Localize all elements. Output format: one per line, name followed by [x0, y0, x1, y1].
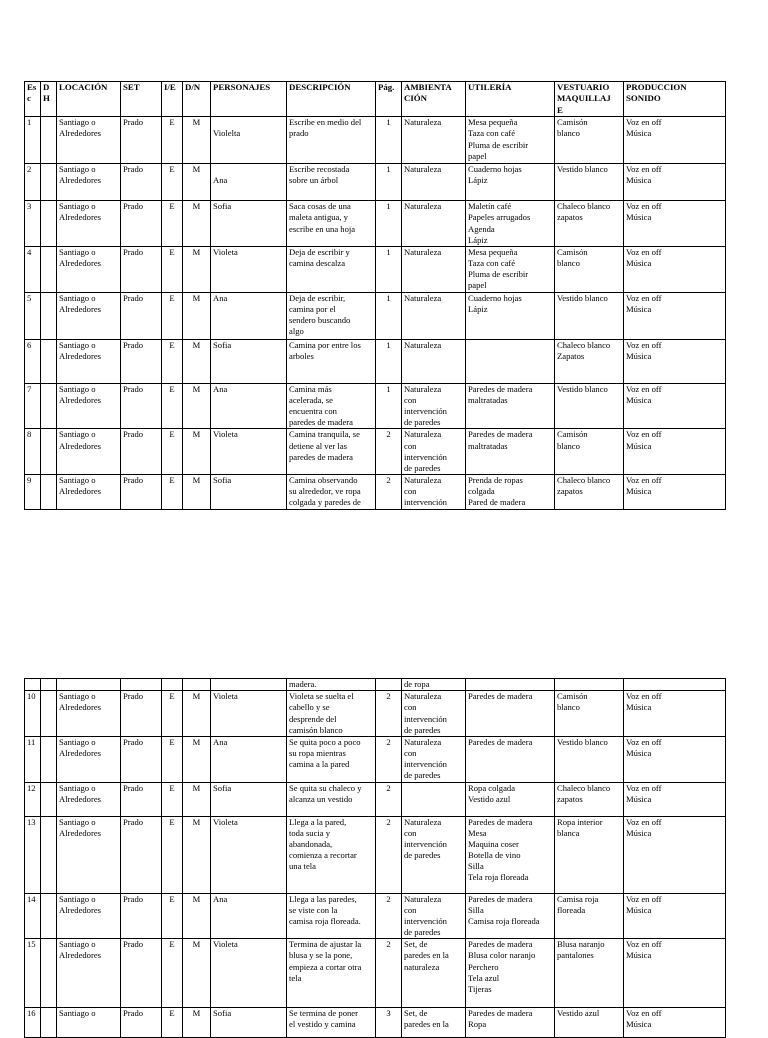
- cell-locacion: Santiago o Alrededores: [57, 117, 121, 164]
- cell-ambientacion: Naturaleza con intervención de paredes: [402, 691, 466, 737]
- cell-vestuario: Ropa interior blanca: [555, 816, 624, 893]
- cell-dh: [41, 475, 57, 510]
- cell-descripcion: Se termina de poner el vestido y camina: [287, 1008, 376, 1038]
- cell-vestuario: Chaleco blanco zapatos: [555, 201, 624, 247]
- cell-dn: M: [183, 893, 211, 939]
- cell-personajes: [211, 679, 287, 691]
- breakdown-table-page-2: [24, 678, 726, 1038]
- cell-vestuario: [555, 679, 624, 691]
- cell-ie: E: [162, 939, 183, 1008]
- table-row: [25, 429, 726, 475]
- cell-esc: [25, 679, 41, 691]
- cell-set: Prado: [121, 201, 162, 247]
- table-row: [25, 292, 726, 339]
- cell-descripcion: Escribe recostada sobre un árbol: [287, 164, 376, 201]
- cell-pag: 3: [376, 1008, 402, 1038]
- cell-locacion: Santiago o Alrededores: [57, 691, 121, 737]
- cell-set: Prado: [121, 816, 162, 893]
- table-row: [25, 736, 726, 782]
- cell-descripcion: Escribe en medio del prado: [287, 117, 376, 164]
- cell-locacion: Santiago o Alrededores: [57, 383, 121, 429]
- cell-ambientacion: Naturaleza: [402, 246, 466, 292]
- cell-utileria: Paredes de madera: [466, 691, 555, 737]
- cell-descripcion: Camina tranquila, se detiene al ver las paredes de madera: [287, 429, 376, 475]
- cell-esc: 11: [25, 736, 41, 782]
- cell-dn: M: [183, 429, 211, 475]
- cell-locacion: Santiago o Alrededores: [57, 782, 121, 816]
- cell-esc: 10: [25, 691, 41, 737]
- cell-dn: M: [183, 339, 211, 383]
- cell-produccion: Voz en off Música: [624, 475, 726, 510]
- cell-utileria: Prenda de ropas colgada Pared de madera: [466, 475, 555, 510]
- cell-ie: E: [162, 691, 183, 737]
- cell-dn: M: [183, 475, 211, 510]
- cell-produccion: Voz en off Música: [624, 429, 726, 475]
- cell-utileria: Maletín café Papeles arrugados Agenda Lápiz: [466, 201, 555, 247]
- cell-set: Prado: [121, 117, 162, 164]
- cell-dn: M: [183, 736, 211, 782]
- table-row: [25, 691, 726, 737]
- table-row: [25, 201, 726, 247]
- cell-dh: [41, 164, 57, 201]
- cell-set: Prado: [121, 429, 162, 475]
- cell-dn: M: [183, 383, 211, 429]
- header-produccion: PRODUCCION SONIDO: [624, 82, 726, 117]
- cell-produccion: [624, 679, 726, 691]
- cell-dn: M: [183, 939, 211, 1008]
- cell-ambientacion: de ropa: [402, 679, 466, 691]
- cell-ambientacion: Naturaleza: [402, 339, 466, 383]
- cell-esc: 5: [25, 292, 41, 339]
- cell-dh: [41, 691, 57, 737]
- cell-ie: E: [162, 1008, 183, 1038]
- cell-locacion: Santiago o Alrededores: [57, 292, 121, 339]
- cell-esc: 14: [25, 893, 41, 939]
- cell-descripcion: Llega a las paredes, se viste con la camisa roja floreada.: [287, 893, 376, 939]
- cell-produccion: Voz en off Música: [624, 339, 726, 383]
- cell-pag: [376, 679, 402, 691]
- cell-set: Prado: [121, 893, 162, 939]
- cell-pag: 1: [376, 117, 402, 164]
- cell-dn: M: [183, 117, 211, 164]
- cell-locacion: [57, 679, 121, 691]
- table-row: [25, 164, 726, 201]
- cell-ie: E: [162, 475, 183, 510]
- cell-locacion: Santiago o Alrededores: [57, 939, 121, 1008]
- table-row: [25, 782, 726, 816]
- cell-dh: [41, 679, 57, 691]
- cell-personajes: Violeta: [211, 691, 287, 737]
- cell-dh: [41, 117, 57, 164]
- header-row: [25, 82, 726, 117]
- cell-locacion: Santiago o Alrededores: [57, 246, 121, 292]
- cell-locacion: Santiago o: [57, 1008, 121, 1038]
- cell-ambientacion: Naturaleza con intervención de paredes: [402, 893, 466, 939]
- cell-ie: E: [162, 339, 183, 383]
- cell-produccion: Voz en off Música: [624, 691, 726, 737]
- cell-set: Prado: [121, 782, 162, 816]
- header-set: SET: [121, 82, 162, 117]
- cell-produccion: Voz en off Música: [624, 939, 726, 1008]
- cell-vestuario: Chaleco blanco zapatos: [555, 782, 624, 816]
- cell-produccion: Voz en off Música: [624, 117, 726, 164]
- cell-pag: 1: [376, 246, 402, 292]
- cell-ie: E: [162, 736, 183, 782]
- cell-dh: [41, 201, 57, 247]
- cell-esc: 16: [25, 1008, 41, 1038]
- cell-locacion: Santiago o Alrededores: [57, 475, 121, 510]
- cell-locacion: Santiago o Alrededores: [57, 201, 121, 247]
- cell-utileria: Cuaderno hojas Lápiz: [466, 292, 555, 339]
- table-row: [25, 893, 726, 939]
- cell-esc: 15: [25, 939, 41, 1008]
- cell-pag: 2: [376, 475, 402, 510]
- cell-ie: E: [162, 383, 183, 429]
- cell-esc: 8: [25, 429, 41, 475]
- cell-produccion: Voz en off Música: [624, 164, 726, 201]
- cell-personajes: Sofia: [211, 201, 287, 247]
- cell-set: Prado: [121, 939, 162, 1008]
- cell-descripcion: Deja de escribir, camina por el sendero buscando algo: [287, 292, 376, 339]
- cell-esc: 6: [25, 339, 41, 383]
- cell-descripcion: Camina más acelerada, se encuentra con paredes de madera: [287, 383, 376, 429]
- cell-utileria: Paredes de madera Mesa Maquina coser Botella de vino Silla Tela roja floreada: [466, 816, 555, 893]
- cell-dh: [41, 816, 57, 893]
- header-dn: D/N: [183, 82, 211, 117]
- table-row: [25, 339, 726, 383]
- cell-utileria: Ropa colgada Vestido azul: [466, 782, 555, 816]
- cell-set: Prado: [121, 736, 162, 782]
- cell-ambientacion: Naturaleza con intervención de paredes: [402, 429, 466, 475]
- table-row: [25, 816, 726, 893]
- header-descripcion: DESCRIPCIÓN: [287, 82, 376, 117]
- cell-utileria: Paredes de madera: [466, 736, 555, 782]
- cell-personajes: Ana: [211, 383, 287, 429]
- cell-personajes: Sofia: [211, 782, 287, 816]
- cell-ambientacion: Naturaleza: [402, 292, 466, 339]
- cell-ambientacion: Naturaleza: [402, 164, 466, 201]
- cell-produccion: Voz en off Música: [624, 201, 726, 247]
- cell-vestuario: Camisón blanco: [555, 246, 624, 292]
- cell-ie: E: [162, 782, 183, 816]
- cell-locacion: Santiago o Alrededores: [57, 429, 121, 475]
- cell-personajes: Violeta: [211, 816, 287, 893]
- cell-produccion: Voz en off Música: [624, 893, 726, 939]
- cell-dh: [41, 339, 57, 383]
- cell-ambientacion: Naturaleza con intervención de paredes: [402, 736, 466, 782]
- table-row: [25, 117, 726, 164]
- cell-pag: 2: [376, 429, 402, 475]
- cell-ambientacion: Naturaleza con intervención: [402, 475, 466, 510]
- header-vestuario: VESTUARIO MAQUILLAJ E: [555, 82, 624, 117]
- cell-ie: E: [162, 816, 183, 893]
- cell-pag: 1: [376, 339, 402, 383]
- cell-esc: 12: [25, 782, 41, 816]
- cell-pag: 2: [376, 782, 402, 816]
- table-body-page-2: [25, 679, 726, 1038]
- table-row: [25, 679, 726, 691]
- cell-set: Prado: [121, 691, 162, 737]
- cell-set: Prado: [121, 164, 162, 201]
- cell-descripcion: Camina por entre los arboles: [287, 339, 376, 383]
- cell-set: Prado: [121, 339, 162, 383]
- cell-produccion: Voz en off Música: [624, 816, 726, 893]
- cell-esc: 2: [25, 164, 41, 201]
- cell-produccion: Voz en off Música: [624, 736, 726, 782]
- cell-pag: 1: [376, 292, 402, 339]
- cell-dn: M: [183, 201, 211, 247]
- cell-vestuario: Vestido blanco: [555, 292, 624, 339]
- cell-personajes: Ana: [211, 164, 287, 201]
- cell-esc: 1: [25, 117, 41, 164]
- cell-ambientacion: Set, de paredes en la naturaleza: [402, 939, 466, 1008]
- cell-set: [121, 679, 162, 691]
- cell-pag: 1: [376, 201, 402, 247]
- cell-dn: M: [183, 1008, 211, 1038]
- cell-ie: E: [162, 164, 183, 201]
- cell-produccion: Voz en off Música: [624, 1008, 726, 1038]
- cell-pag: 2: [376, 893, 402, 939]
- table-row: [25, 383, 726, 429]
- cell-vestuario: Vestido blanco: [555, 383, 624, 429]
- cell-personajes: Ana: [211, 736, 287, 782]
- cell-ie: E: [162, 893, 183, 939]
- cell-ie: E: [162, 246, 183, 292]
- cell-ambientacion: [402, 782, 466, 816]
- cell-personajes: Violeta: [211, 246, 287, 292]
- cell-vestuario: Vestido azul: [555, 1008, 624, 1038]
- cell-utileria: Mesa pequeña Taza con café Pluma de escribir papel: [466, 117, 555, 164]
- cell-descripcion: Saca cosas de una maleta antigua, y escribe en una hoja: [287, 201, 376, 247]
- cell-locacion: Santiago o Alrededores: [57, 736, 121, 782]
- cell-personajes: Violeta: [211, 429, 287, 475]
- header-utileria: UTILERÍA: [466, 82, 555, 117]
- cell-vestuario: Blusa naranjo pantalones: [555, 939, 624, 1008]
- cell-utileria: Paredes de madera Blusa color naranjo Perchero Tela azul Tijeras: [466, 939, 555, 1008]
- cell-utileria: Paredes de madera Ropa: [466, 1008, 555, 1038]
- table-row: [25, 475, 726, 510]
- cell-utileria: Cuaderno hojas Lápiz: [466, 164, 555, 201]
- header-dh: D H: [41, 82, 57, 117]
- cell-ambientacion: Naturaleza con intervención de paredes: [402, 816, 466, 893]
- cell-vestuario: Camisón blanco: [555, 429, 624, 475]
- cell-produccion: Voz en off Música: [624, 383, 726, 429]
- cell-locacion: Santiago o Alrededores: [57, 164, 121, 201]
- cell-produccion: Voz en off Música: [624, 782, 726, 816]
- cell-ambientacion: Naturaleza: [402, 117, 466, 164]
- cell-descripcion: Se quita poco a poco su ropa mientras camina a la pared: [287, 736, 376, 782]
- cell-esc: 13: [25, 816, 41, 893]
- cell-ambientacion: Naturaleza: [402, 201, 466, 247]
- cell-dh: [41, 1008, 57, 1038]
- table-body-page-1: [25, 117, 726, 510]
- cell-esc: 4: [25, 246, 41, 292]
- cell-dh: [41, 246, 57, 292]
- cell-esc: 9: [25, 475, 41, 510]
- cell-vestuario: Vestido blanco: [555, 164, 624, 201]
- cell-personajes: Violelta: [211, 117, 287, 164]
- cell-ie: [162, 679, 183, 691]
- table-row: [25, 939, 726, 1008]
- cell-set: Prado: [121, 475, 162, 510]
- cell-dn: [183, 679, 211, 691]
- cell-produccion: Voz en off Música: [624, 246, 726, 292]
- header-ambientacion: AMBIENTA CIÓN: [402, 82, 466, 117]
- cell-utileria: [466, 679, 555, 691]
- cell-dn: M: [183, 782, 211, 816]
- cell-pag: 1: [376, 383, 402, 429]
- cell-descripcion: Violeta se suelta el cabello y se desprende del camisón blanco: [287, 691, 376, 737]
- cell-dh: [41, 292, 57, 339]
- cell-ambientacion: Naturaleza con intervención de paredes: [402, 383, 466, 429]
- cell-set: Prado: [121, 292, 162, 339]
- cell-produccion: Voz en off Música: [624, 292, 726, 339]
- cell-personajes: Sofia: [211, 1008, 287, 1038]
- cell-utileria: [466, 339, 555, 383]
- cell-descripcion: Termina de ajustar la blusa y se la pone, empieza a cortar otra tela: [287, 939, 376, 1008]
- cell-dn: M: [183, 691, 211, 737]
- cell-personajes: Violeta: [211, 939, 287, 1008]
- cell-set: Prado: [121, 1008, 162, 1038]
- cell-vestuario: Camisa roja floreada: [555, 893, 624, 939]
- breakdown-table-page-1: [24, 81, 726, 510]
- header-locacion: LOCACIÓN: [57, 82, 121, 117]
- cell-descripcion: Deja de escribir y camina descalza: [287, 246, 376, 292]
- table-row: [25, 1008, 726, 1038]
- cell-dh: [41, 736, 57, 782]
- cell-dh: [41, 939, 57, 1008]
- cell-vestuario: Vestido blanco: [555, 736, 624, 782]
- cell-utileria: Paredes de madera maltratadas: [466, 383, 555, 429]
- cell-pag: 2: [376, 816, 402, 893]
- cell-ie: E: [162, 201, 183, 247]
- cell-ie: E: [162, 292, 183, 339]
- cell-vestuario: Chaleco blanco zapatos: [555, 475, 624, 510]
- cell-esc: 7: [25, 383, 41, 429]
- cell-utileria: Paredes de madera Silla Camisa roja floreada: [466, 893, 555, 939]
- cell-vestuario: Camisón blanco: [555, 117, 624, 164]
- cell-personajes: Sofia: [211, 339, 287, 383]
- header-personajes: PERSONAJES: [211, 82, 287, 117]
- cell-ie: E: [162, 117, 183, 164]
- cell-descripcion: Llega a la pared, toda sucia y abandonada, comienza a recortar una tela: [287, 816, 376, 893]
- cell-dn: M: [183, 164, 211, 201]
- cell-personajes: Ana: [211, 292, 287, 339]
- cell-set: Prado: [121, 246, 162, 292]
- cell-pag: 1: [376, 164, 402, 201]
- table-row: [25, 246, 726, 292]
- cell-dh: [41, 782, 57, 816]
- cell-esc: 3: [25, 201, 41, 247]
- cell-pag: 2: [376, 691, 402, 737]
- cell-vestuario: Camisón blanco: [555, 691, 624, 737]
- cell-descripcion: Camina observando su alrededor, ve ropa colgada y paredes de: [287, 475, 376, 510]
- cell-pag: 2: [376, 736, 402, 782]
- cell-locacion: Santiago o Alrededores: [57, 816, 121, 893]
- header-ie: I/E: [162, 82, 183, 117]
- cell-set: Prado: [121, 383, 162, 429]
- cell-personajes: Sofia: [211, 475, 287, 510]
- cell-vestuario: Chaleco blanco Zapatos: [555, 339, 624, 383]
- cell-personajes: Ana: [211, 893, 287, 939]
- cell-locacion: Santiago o Alrededores: [57, 339, 121, 383]
- cell-dn: M: [183, 246, 211, 292]
- cell-descripcion: madera.: [287, 679, 376, 691]
- cell-ie: E: [162, 429, 183, 475]
- cell-locacion: Santiago o Alrededores: [57, 893, 121, 939]
- cell-descripcion: Se quita su chaleco y alcanza un vestido: [287, 782, 376, 816]
- cell-dn: M: [183, 816, 211, 893]
- cell-dh: [41, 383, 57, 429]
- cell-dh: [41, 893, 57, 939]
- cell-dh: [41, 429, 57, 475]
- cell-utileria: Mesa pequeña Taza con café Pluma de escribir papel: [466, 246, 555, 292]
- header-esc: Es c: [25, 82, 41, 117]
- cell-utileria: Paredes de madera maltratadas: [466, 429, 555, 475]
- cell-pag: 2: [376, 939, 402, 1008]
- cell-dn: M: [183, 292, 211, 339]
- header-pag: Pág.: [376, 82, 402, 117]
- cell-ambientacion: Set, de paredes en la: [402, 1008, 466, 1038]
